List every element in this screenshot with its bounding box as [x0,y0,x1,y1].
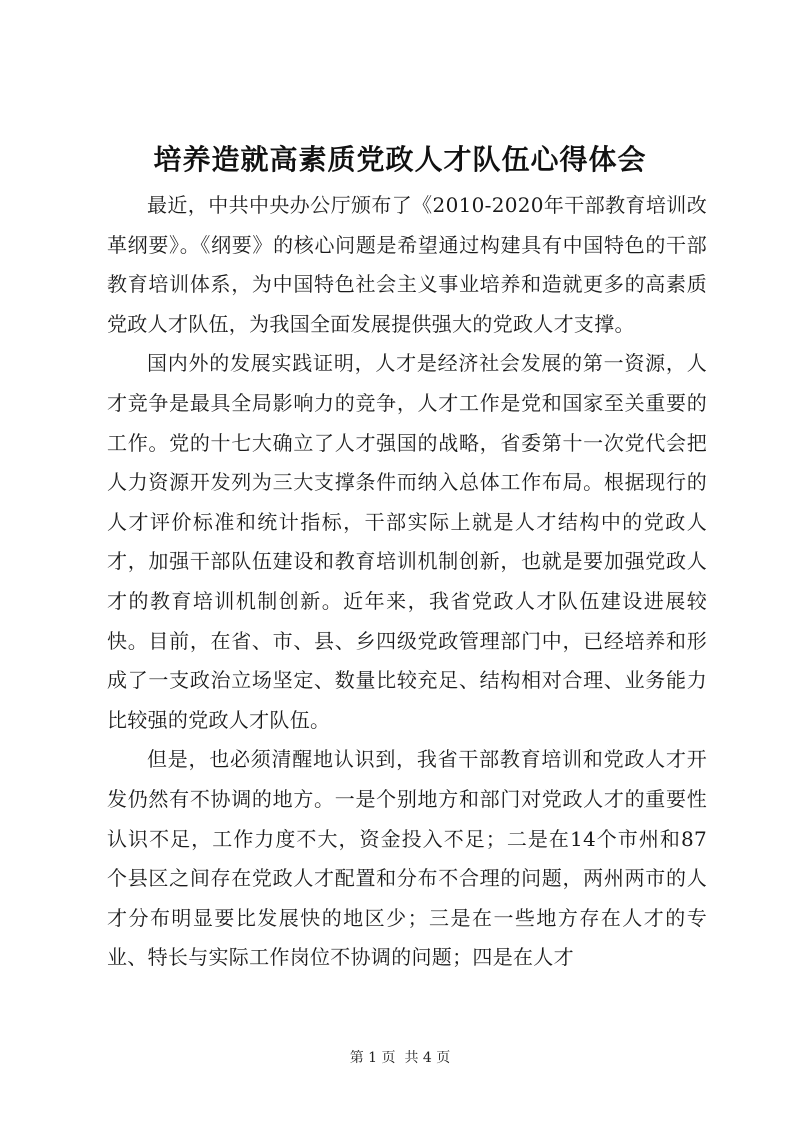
document-body [107,186,707,978]
paragraph-1: 最近，中共中央办公厅颁布了《2010-2020年干部教育培训改革纲要》。《纲要》的核心问题是希望通过构建具有中国特色的干部教育培训体系，为中国特色社会主义事业培养和造就更多的高素质党政人才队伍，为我国全面发展提供强大的党政人才支撑。 [107,193,707,336]
page-title: 培养造就高素质党政人才队伍心得体会 [153,143,647,176]
paragraph-3: 但是，也必须清醒地认识到，我省干部教育培训和党政人才开发仍然有不协调的地方。一是个别地方和部门对党政人才的重要性认识不足，工作力度不大，资金投入不足；二是在14个市州和87个县区之间存在党政人才配置和分布不合理的问题，两州两市的人才分布明显要比发展快的地区少；三是在一些地方存在人才的专业、特长与实际工作岗位不协调的问题；四是在人才 [107,747,707,970]
page-number-label: 第 1 页 共 4 页 [349,1050,451,1066]
paragraph-2: 国内外的发展实践证明，人才是经济社会发展的第一资源，人才竞争是最具全局影响力的竞争，人才工作是党和国家至关重要的工作。党的十七大确立了人才强国的战略，省委第十一次党代会把人力资源开发列为三大支撑条件而纳入总体工作布局。根据现行的人才评价标准和统计指标，干部实际上就是人才结构中的党政人才，加强干部队伍建设和教育培训机制创新，也就是要加强党政人才的教育培训机制创新。近年来，我省党政人才队伍建设进展较快。目前，在省、市、县、乡四级党政管理部门中，已经培养和形成了一支政治立场坚定、数量比较充足、结构相对合理、业务能力比较强的党政人才队伍。 [107,351,707,732]
page-footer [0,1048,800,1068]
